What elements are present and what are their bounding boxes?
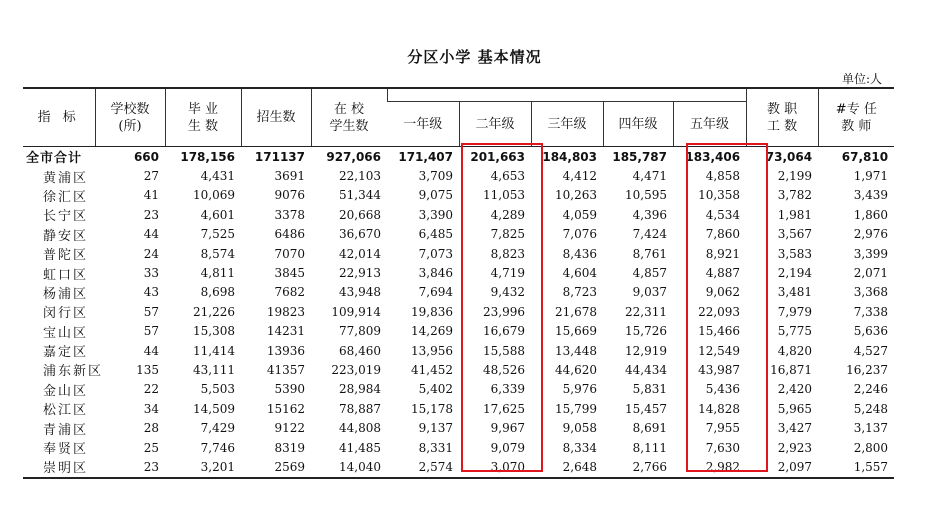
cell-g4: 12,919	[625, 343, 667, 358]
cell-schools: 24	[143, 246, 159, 261]
cell-schools: 44	[143, 343, 159, 358]
cell-g4: 15,457	[625, 401, 667, 416]
cell-graduates: 178,156	[180, 149, 235, 164]
header-schools: 学校数 (所)	[95, 88, 165, 147]
cell-g3: 15,799	[555, 401, 597, 416]
cell-g4: 4,396	[632, 207, 667, 222]
cell-students: 109,914	[331, 304, 381, 319]
cell-g1: 3,846	[418, 266, 453, 281]
cell-staff: 16,871	[770, 362, 813, 377]
cell-name: 徐汇区	[43, 189, 89, 205]
cell-g5: 9,062	[705, 285, 741, 300]
cell-staff: 2,199	[777, 169, 813, 184]
cell-schools: 44	[143, 227, 159, 242]
cell-g1: 3,390	[418, 207, 453, 222]
cell-g5: 2,982	[673, 457, 746, 477]
cell-name: 金山区	[43, 383, 89, 399]
cell-g3: 13,448	[555, 343, 597, 358]
header-grade5: 五年级	[673, 102, 746, 147]
cell-schools: 43	[143, 285, 159, 300]
cell-g5: 43,987	[698, 362, 741, 377]
cell-g5: 12,549	[698, 343, 741, 358]
cell-g3: 7,076	[562, 227, 597, 242]
cell-name: 静安区	[43, 228, 89, 244]
cell-schools: 34	[143, 401, 159, 416]
cell-schools: 33	[143, 266, 159, 281]
table-row	[23, 205, 894, 224]
cell-graduates: 10,069	[193, 188, 235, 203]
header-graduates: 毕 业 生 数	[165, 88, 241, 147]
table-title: 分区小学 基本情况	[407, 48, 542, 66]
cell-teachers: 1,971	[853, 169, 889, 184]
cell-g5: 183,406	[685, 149, 741, 164]
cell-students: 68,460	[339, 343, 381, 358]
cell-graduates: 5,503	[200, 382, 235, 397]
cell-g1: 9,075	[418, 188, 453, 203]
cell-g2: 4,289	[490, 207, 525, 222]
cell-g1: 13,956	[411, 343, 453, 358]
table-row	[23, 263, 894, 282]
table-row-total	[23, 147, 894, 167]
cell-enrollment: 5390	[274, 382, 305, 397]
cell-graduates: 4,811	[200, 266, 235, 281]
cell-students: 77,809	[339, 324, 381, 339]
table-row	[23, 322, 894, 341]
cell-g5: 4,887	[705, 266, 741, 281]
cell-schools: 28	[143, 421, 159, 436]
cell-g4: 8,761	[632, 246, 667, 261]
header-grade1: 一年级	[387, 102, 459, 147]
cell-name: 闵行区	[43, 306, 89, 322]
cell-g2: 9,079	[490, 440, 525, 455]
cell-g3: 44,620	[555, 362, 597, 377]
table-row	[23, 360, 894, 379]
cell-students: 223,019	[331, 362, 381, 377]
cell-g1: 14,269	[411, 324, 453, 339]
cell-teachers: 1,557	[818, 457, 894, 477]
cell-name: 长宁区	[43, 209, 89, 225]
cell-g3: 5,976	[562, 382, 597, 397]
cell-g2: 11,053	[483, 188, 525, 203]
cell-g2: 23,996	[483, 304, 525, 319]
cell-graduates: 7,525	[200, 227, 235, 242]
cell-g2: 3,070	[459, 457, 531, 477]
header-teachers: #专 任 教 师	[818, 88, 894, 147]
cell-enrollment: 9122	[274, 421, 305, 436]
cell-g3: 10,263	[555, 188, 597, 203]
cell-g1: 15,178	[411, 401, 453, 416]
cell-enrollment: 9076	[274, 188, 305, 203]
cell-students: 36,670	[339, 227, 381, 242]
cell-students: 44,808	[339, 421, 381, 436]
cell-g1: 3,709	[418, 169, 453, 184]
cell-teachers: 2,976	[853, 227, 889, 242]
cell-schools: 135	[136, 362, 159, 377]
cell-g3: 184,803	[542, 149, 597, 164]
cell-g3: 9,058	[562, 421, 597, 436]
cell-g4: 4,471	[632, 169, 667, 184]
unit-label: 单位:人	[841, 72, 882, 86]
cell-name: 浦东新区	[43, 364, 104, 380]
cell-staff: 5,775	[777, 324, 813, 339]
header-indicator: 指 标	[23, 88, 95, 147]
cell-g3: 8,723	[562, 285, 597, 300]
cell-staff: 2,420	[777, 382, 813, 397]
cell-g2: 4,719	[490, 266, 525, 281]
cell-g3: 8,334	[562, 440, 597, 455]
cell-enrollment: 7070	[274, 246, 305, 261]
cell-students: 22,103	[339, 169, 381, 184]
cell-g5: 4,858	[705, 169, 741, 184]
cell-g1: 5,402	[418, 382, 453, 397]
cell-g2: 4,653	[490, 169, 525, 184]
cell-graduates: 11,414	[193, 343, 235, 358]
cell-g2: 9,432	[490, 285, 525, 300]
cell-g5: 5,436	[705, 382, 741, 397]
cell-teachers: 2,246	[853, 382, 889, 397]
header-grade3: 三年级	[531, 102, 603, 147]
cell-graduates: 7,746	[200, 440, 235, 455]
cell-staff: 3,427	[777, 421, 813, 436]
cell-g5: 7,630	[705, 440, 741, 455]
cell-name: 青浦区	[43, 422, 89, 438]
cell-teachers: 16,237	[846, 362, 889, 377]
header-staff: 教 职 工 数	[746, 88, 818, 147]
cell-g4: 15,726	[625, 324, 667, 339]
table-row	[23, 166, 894, 185]
cell-g1: 19,836	[411, 304, 453, 319]
cell-schools: 57	[143, 324, 159, 339]
cell-g1: 9,137	[418, 421, 453, 436]
cell-graduates: 3,201	[165, 457, 241, 477]
cell-students: 20,668	[339, 207, 381, 222]
cell-g5: 4,534	[705, 207, 741, 222]
cell-g4: 7,424	[632, 227, 667, 242]
cell-g3: 4,412	[562, 169, 597, 184]
cell-g1: 8,331	[418, 440, 453, 455]
cell-g4: 10,595	[625, 188, 667, 203]
cell-g2: 48,526	[483, 362, 525, 377]
cell-schools: 57	[143, 304, 159, 319]
cell-graduates: 43,111	[193, 362, 235, 377]
cell-teachers: 3,399	[853, 246, 889, 261]
table-body	[23, 147, 894, 478]
cell-staff: 3,567	[777, 227, 813, 242]
cell-g4: 8,111	[632, 440, 667, 455]
cell-g4: 5,831	[632, 382, 667, 397]
cell-students: 51,344	[339, 188, 381, 203]
cell-g1: 2,574	[387, 457, 459, 477]
table-row	[23, 302, 894, 321]
header-grade2: 二年级	[459, 102, 531, 147]
cell-enrollment: 3845	[274, 266, 305, 281]
cell-students: 42,014	[339, 246, 381, 261]
cell-staff: 3,583	[777, 246, 813, 261]
cell-enrollment: 3378	[274, 207, 305, 222]
cell-students: 14,040	[311, 457, 387, 477]
table-row	[23, 457, 894, 477]
cell-enrollment: 14231	[266, 324, 305, 339]
cell-g4: 8,691	[632, 421, 667, 436]
cell-schools: 660	[133, 149, 159, 164]
cell-g2: 201,663	[470, 149, 525, 164]
cell-g5: 22,093	[698, 304, 741, 319]
header-enrollment: 招生数	[241, 88, 311, 147]
table-row	[23, 244, 894, 263]
cell-enrollment: 7682	[274, 285, 305, 300]
cell-enrollment: 6486	[274, 227, 305, 242]
cell-teachers: 5,248	[853, 401, 889, 416]
table-row	[23, 399, 894, 418]
cell-enrollment: 41357	[266, 362, 305, 377]
cell-enrollment: 2569	[241, 457, 311, 477]
cell-g2: 9,967	[490, 421, 525, 436]
cell-g5: 15,466	[698, 324, 741, 339]
cell-graduates: 14,509	[193, 401, 235, 416]
data-table	[23, 87, 894, 479]
cell-g1: 7,694	[418, 285, 453, 300]
cell-schools: 22	[143, 382, 159, 397]
cell-g4: 9,037	[632, 285, 667, 300]
cell-g2: 16,679	[483, 324, 525, 339]
cell-g1: 7,073	[418, 246, 453, 261]
cell-students: 28,984	[339, 382, 381, 397]
cell-teachers: 4,527	[853, 343, 889, 358]
cell-graduates: 15,308	[193, 324, 235, 339]
cell-staff: 2,194	[777, 266, 813, 281]
cell-enrollment: 171137	[254, 149, 305, 164]
cell-graduates: 8,698	[200, 285, 235, 300]
cell-teachers: 5,636	[853, 324, 889, 339]
cell-enrollment: 8319	[274, 440, 305, 455]
table-row	[23, 341, 894, 360]
cell-teachers: 1,860	[853, 207, 889, 222]
cell-g3: 15,669	[555, 324, 597, 339]
cell-staff: 3,782	[777, 188, 813, 203]
cell-schools: 23	[143, 207, 159, 222]
cell-g5: 8,921	[705, 246, 741, 261]
cell-graduates: 4,601	[200, 207, 235, 222]
table-row	[23, 283, 894, 302]
cell-schools: 41	[143, 188, 159, 203]
cell-staff: 73,064	[765, 149, 813, 164]
cell-staff: 2,097	[746, 457, 818, 477]
cell-g4: 185,787	[612, 149, 667, 164]
cell-teachers: 3,439	[853, 188, 889, 203]
cell-g1: 6,485	[418, 227, 453, 242]
cell-teachers: 3,368	[853, 285, 889, 300]
cell-schools: 23	[95, 457, 165, 477]
table-row	[23, 438, 894, 457]
cell-teachers: 2,800	[853, 440, 889, 455]
cell-students: 22,913	[339, 266, 381, 281]
cell-g4: 2,766	[603, 457, 673, 477]
table-row	[23, 418, 894, 437]
cell-g1: 171,407	[398, 149, 453, 164]
cell-schools: 25	[143, 440, 159, 455]
cell-staff: 5,965	[777, 401, 813, 416]
cell-schools: 27	[143, 169, 159, 184]
cell-g3: 21,678	[555, 304, 597, 319]
cell-name: 松江区	[43, 403, 89, 419]
cell-students: 43,948	[339, 285, 381, 300]
cell-graduates: 7,429	[200, 421, 235, 436]
cell-g2: 6,339	[490, 382, 525, 397]
header-students: 在 校 学生数	[311, 88, 387, 147]
cell-name: 黄浦区	[43, 170, 89, 186]
cell-staff: 2,923	[777, 440, 813, 455]
cell-staff: 1,981	[777, 207, 813, 222]
cell-teachers: 7,338	[853, 304, 889, 319]
cell-g4: 22,311	[625, 304, 667, 319]
cell-g2: 15,588	[483, 343, 525, 358]
cell-teachers: 67,810	[841, 149, 889, 164]
cell-graduates: 8,574	[200, 246, 235, 261]
cell-name: 奉贤区	[43, 442, 89, 458]
cell-g5: 7,955	[705, 421, 741, 436]
cell-g5: 14,828	[698, 401, 741, 416]
cell-g3: 8,436	[562, 246, 597, 261]
cell-enrollment: 3691	[274, 169, 305, 184]
cell-students: 78,887	[339, 401, 381, 416]
cell-g2: 8,823	[490, 246, 525, 261]
cell-name: 普陀区	[43, 248, 89, 264]
cell-name: 杨浦区	[43, 286, 89, 302]
cell-graduates: 21,226	[193, 304, 235, 319]
cell-enrollment: 19823	[266, 304, 305, 319]
cell-g3: 2,648	[531, 457, 603, 477]
cell-name: 宝山区	[43, 325, 89, 341]
cell-g4: 44,434	[625, 362, 667, 377]
cell-g5: 10,358	[698, 188, 741, 203]
cell-name: 嘉定区	[43, 345, 89, 361]
table-row	[23, 186, 894, 205]
cell-students: 41,485	[339, 440, 381, 455]
cell-name: 虹口区	[43, 267, 89, 283]
cell-students: 927,066	[326, 149, 381, 164]
table-row	[23, 225, 894, 244]
cell-enrollment: 13936	[266, 343, 305, 358]
cell-g2: 17,625	[483, 401, 525, 416]
cell-name: 全市合计	[26, 151, 83, 167]
header-grade4: 四年级	[603, 102, 673, 147]
cell-teachers: 2,071	[853, 266, 889, 281]
cell-g3: 4,604	[562, 266, 597, 281]
table-row	[23, 380, 894, 399]
cell-staff: 3,481	[777, 285, 813, 300]
cell-g5: 7,860	[705, 227, 741, 242]
cell-g4: 4,857	[632, 266, 667, 281]
cell-teachers: 3,137	[853, 421, 889, 436]
cell-g1: 41,452	[411, 362, 453, 377]
header-grades-group	[387, 88, 746, 102]
cell-graduates: 4,431	[200, 169, 235, 184]
cell-g3: 4,059	[562, 207, 597, 222]
cell-g2: 7,825	[490, 227, 525, 242]
cell-staff: 7,979	[777, 304, 813, 319]
cell-name: 崇明区	[23, 457, 95, 477]
cell-staff: 4,820	[777, 343, 813, 358]
cell-enrollment: 15162	[266, 401, 305, 416]
